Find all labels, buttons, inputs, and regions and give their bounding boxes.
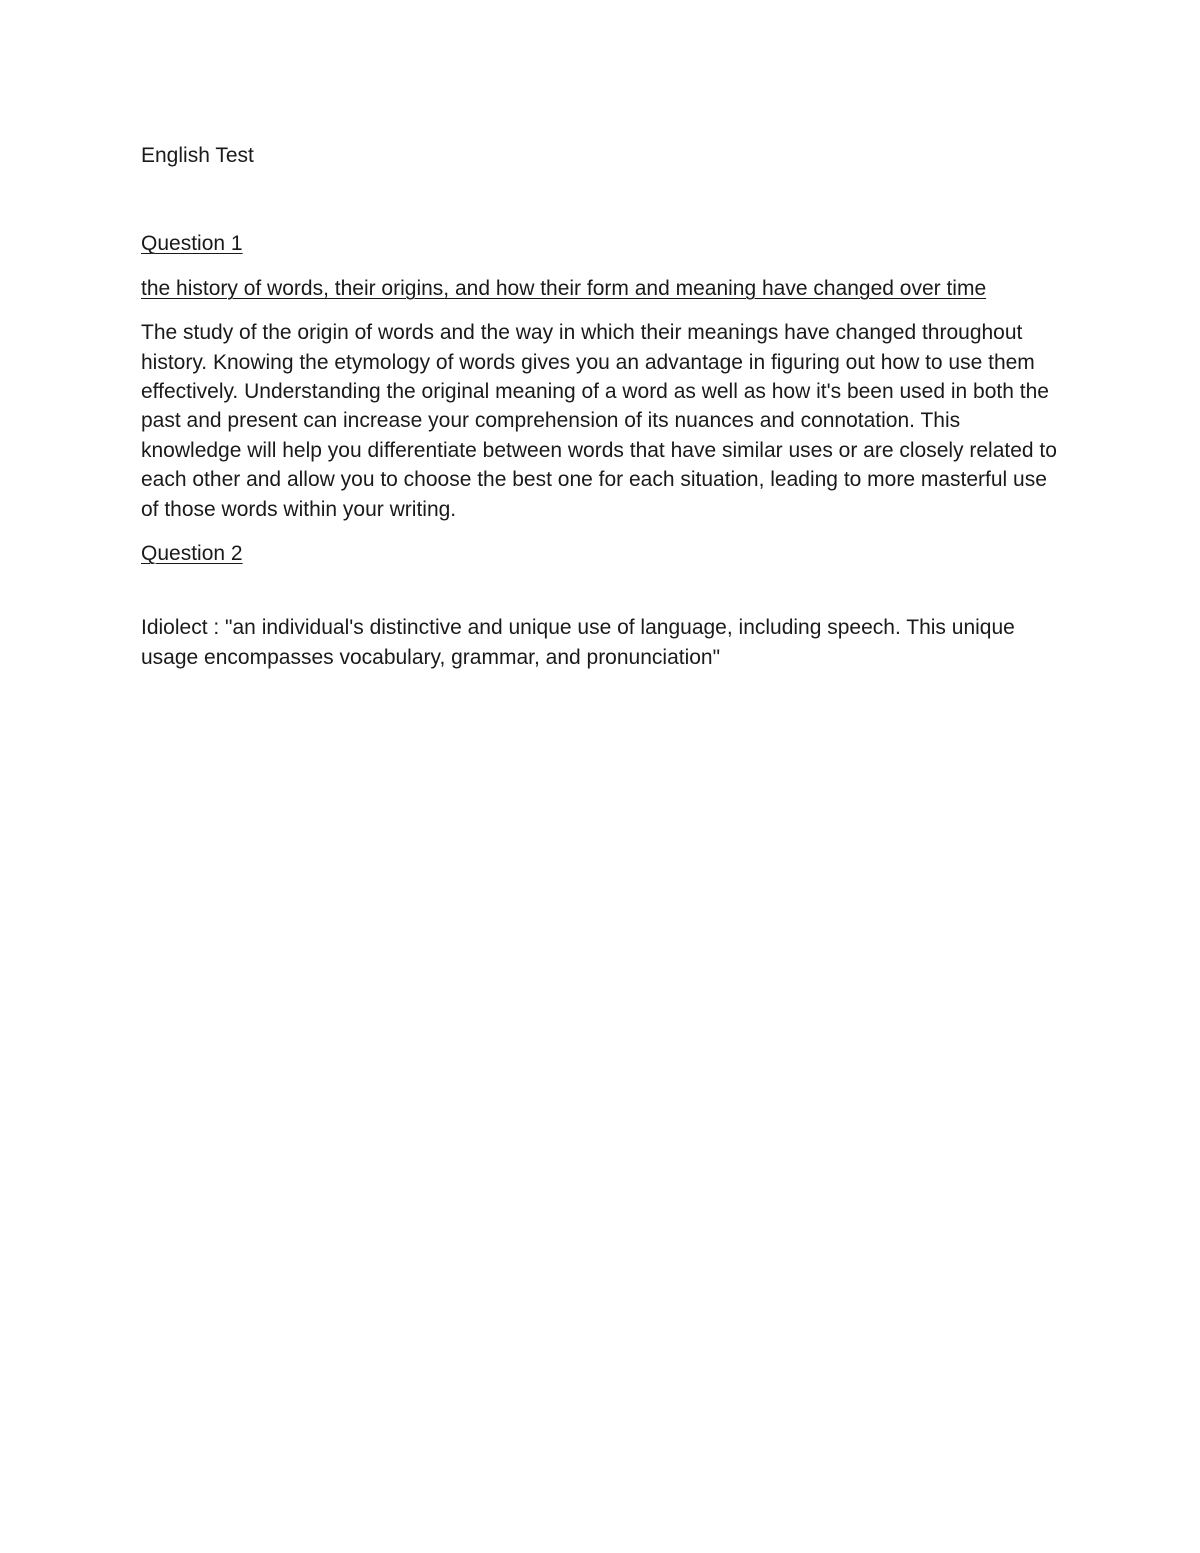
question-2-answer: Idiolect : "an individual's distinctive and unique use of language, including speech. This unique usage encompasses vocabulary, grammar, and pronunciation" (141, 616, 1015, 669)
question-1-definition: the history of words, their origins, and how their form and meaning have changed over time (141, 276, 987, 300)
question-2-heading: Question 2 (141, 542, 243, 566)
document-title: English Test (141, 144, 254, 167)
question-1-answer: The study of the origin of words and the way in which their meanings have changed throughout history. Knowing the etymology of words gives you an advantage in figuring out how to use them effectively. Understanding the original meaning of a word as well as how it's been used in both the past and present can increase your comprehension of its nuances and connotation. This knowledge will help you differentiate between words that have similar uses or are closely related to each other and allow you to choose the best one for each situation, leading to more masterful use of those words within your writing. (141, 321, 1057, 521)
question-1-heading: Question 1 (141, 232, 243, 256)
document-body (141, 141, 1059, 672)
